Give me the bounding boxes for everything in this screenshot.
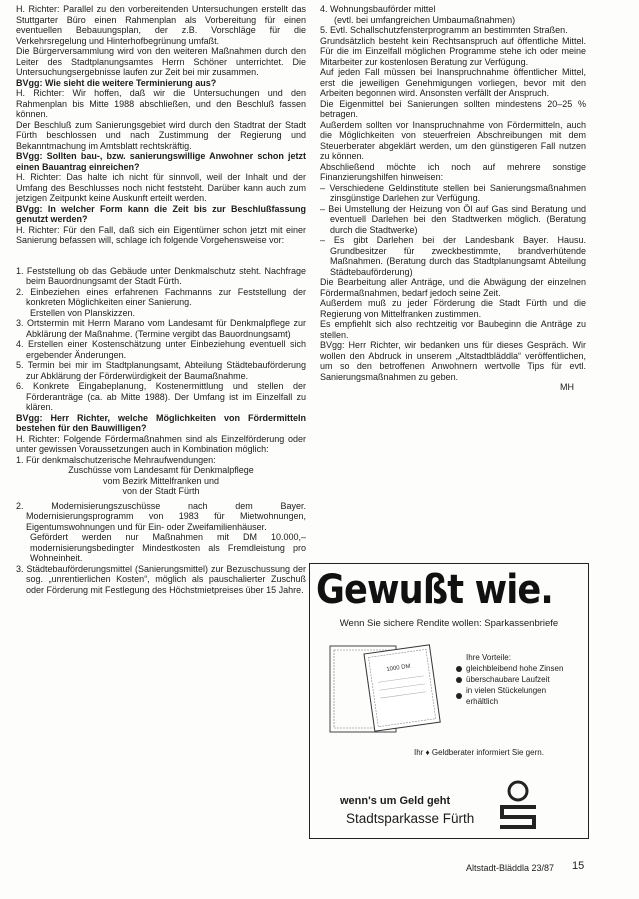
- text-paragraph: 6. Konkrete Eingabeplanung, Kostenermittlung und stellen der Förderanträge (ca. ab Mitte 1988). Der Umfang ist im Einzelfall zu klären.: [16, 381, 306, 412]
- interview-question: BVgg: Sollten bau-, bzw. sanierungswillige Anwohner schon jetzt einen Bauantrag einreichen?: [16, 151, 306, 172]
- text-paragraph: Die Bürgerversammlung wird von den weiteren Maßnahmen durch den Leiter des Stadtplanungsamtes Herrn Schöner unterrichtet. Die Untersuchungsergebnisse laufen zur Zeit bei mir zusammen.: [16, 46, 306, 77]
- text-paragraph: – Es gibt Darlehen bei der Landesbank Bayer. Hausu. Grundbesitzer für zweckbestimmte, brandverhütende Maßnahmen. (Beratung durch das Stadtplanungsamt Abteilung Städtebauförderung): [320, 235, 586, 277]
- text-paragraph: vom Bezirk Mittelfranken und: [102, 475, 220, 486]
- right-column: [320, 4, 586, 393]
- ad-bank-name: Stadtsparkasse Fürth: [346, 811, 475, 826]
- ad-headline: Gewußt wie.: [316, 567, 553, 613]
- text-paragraph: 1. Für denkmalschutzerische Mehraufwendungen:: [16, 454, 216, 465]
- text-paragraph: 3. Ortstermin mit Herrn Marano vom Landesamt für Denkmalpflege zur Abklärung der Maßnahme. (Termine vergibt das Bauordnungsamt): [16, 318, 306, 339]
- brochure-amount: 1000 DM: [386, 663, 411, 674]
- text-paragraph: H. Richter: Für den Fall, daß sich ein Eigentümer schon jetzt mit einer Sanierung befassen will, schlage ich folgende Vorgehensweise vor:: [16, 224, 306, 245]
- bullet-icon: [456, 677, 462, 683]
- text-paragraph: 5. Evtl. Schallschutzfensterprogramm an bestimmten Straßen.: [320, 25, 568, 35]
- text-paragraph: von der Stadt Fürth: [122, 486, 200, 496]
- text-paragraph: 2. Modernisierungszuschüsse nach dem Bayer. Modernisierungsprogramm von 1983 für Mietwohnungen, Eigentumswohnungen und für Ein- oder Zweifamilienhäuser.: [16, 500, 306, 532]
- text-paragraph: (evtl. bei umfangreichen Umbaumaßnahmen): [334, 14, 516, 25]
- bullet-icon: [456, 693, 462, 699]
- text-paragraph: H. Richter: Wir hoffen, daß wir die Untersuchungen und den Rahmenplan bis Mitte 1988 abschließen, und den Beschluß fassen können.: [16, 88, 306, 119]
- interview-question: BVgg: Herr Richter, welche Möglichkeiten von Fördermitteln bestehen für den Bauwilligen?: [16, 412, 306, 433]
- text-paragraph: Abschließend möchte ich noch auf mehrere sonstige Finanzierungshilfen hinweisen:: [320, 161, 586, 182]
- text-paragraph: Es empfiehlt sich also rechtzeitig vor Baubeginn die Anträge zu stellen.: [320, 319, 586, 340]
- text-paragraph: H. Richter: Folgende Fördermaßnahmen sind als Einzelförderung oder unter gewissen Voraussetzungen auch in Kombination möglich:: [16, 433, 306, 454]
- sparkasse-logo-icon: [494, 779, 542, 831]
- ad-slogan: wenn's um Geld geht: [340, 795, 451, 807]
- text-paragraph: Gefördert werden nur Maßnahmen mit DM 10.000,– modernisierungsbedingter Mindestkosten als Fremdleistung pro Wohneinheit.: [30, 532, 306, 563]
- page-number: 15: [572, 860, 585, 872]
- interview-question: BVgg: In welcher Form kann die Zeit bis zur Beschlußfassung genutzt werden?: [16, 203, 306, 224]
- author-signature: MH: [560, 382, 574, 392]
- benefit-item: in vielen Stückelungen erhältlich: [456, 685, 576, 707]
- text-paragraph: BVgg: Herr Richter, wir bedanken uns für dieses Gespräch. Wir wollen den Abdruck in unserem „Altstadtbläddla“ veröffentlichen, um so den betroffenen Anwohnern wertvolle Tips für evtl. Sanierungsmaßnahmen zu geben.: [320, 340, 586, 382]
- text-paragraph: H. Richter: Parallel zu den vorbereitenden Untersuchungen erstellt das Stuttgarter Büro einen Rahmenplan als Vorbereitung für einen eventuellen Bebauungsplan, der z.B. Vorschläge für die Verkehrsregelung und Hinterhofbegrünung umfaßt.: [16, 4, 306, 46]
- benefit-item: gleichbleibend hohe Zinsen: [456, 663, 576, 674]
- text-paragraph: Auf jeden Fall müssen bei Inanspruchnahme öffentlicher Mittel, erst die jeweiligen Genehmigungen vorliegen, bevor mit den Arbeiten begonnen wird. Ansonsten verfällt der Anspruch.: [320, 67, 586, 98]
- benefits-title: Ihre Vorteile:: [466, 653, 511, 662]
- left-column: [16, 4, 306, 595]
- spacer: [16, 246, 306, 266]
- footer-issue: Altstadt-Bläddla 23/87: [466, 863, 555, 873]
- interview-question: BVgg: Wie sieht die weitere Terminierung aus?: [16, 77, 217, 88]
- text-paragraph: 4. Wohnungsbauförder mittel: [320, 4, 436, 14]
- sparkasse-advertisement: [309, 563, 589, 839]
- ad-advisor-note: Ihr ♦ Geldberater informiert Sie gern.: [414, 748, 544, 757]
- text-paragraph: Außerdem muß zu jeder Förderung die Stadt Fürth und die Regierung von Mittelfranken zustimmen.: [320, 298, 586, 319]
- text-paragraph: 4. Erstellen einer Kostenschätzung unter Einbeziehung eventuell sich ergebender Änderungen.: [16, 339, 306, 360]
- text-paragraph: Zuschüsse vom Landesamt für Denkmalpflege: [68, 465, 254, 475]
- text-paragraph: 2. Einbeziehen eines erfahrenen Fachmanns zur Feststellung der konkreten Möglichkeiten einer Sanierung.: [16, 286, 306, 307]
- text-paragraph: Die Eigenmittel bei Sanierungen sollten mindestens 20–25 % betragen.: [320, 98, 586, 119]
- bullet-icon: [456, 666, 462, 672]
- benefit-item: überschaubare Laufzeit: [456, 674, 576, 685]
- text-paragraph: 5. Termin bei mir im Stadtplanungsamt, Abteilung Städtebauförderung zur Abklärung der Förderwürdigkeit der Baumaßnahme.: [16, 360, 306, 381]
- text-paragraph: 1. Feststellung ob das Gebäude unter Denkmalschutz steht. Nachfrage beim Bauordnungsamt der Stadt Fürth.: [16, 265, 306, 286]
- text-paragraph: Grundsätzlich besteht kein Rechtsanspruch auf öffentliche Mittel. Für die im Einzelfall möglichen Programme stehe ich oder meine Mitarbeiter zur kostenlosen Beratung zur Verfügung.: [320, 35, 586, 67]
- text-paragraph: Der Beschluß zum Sanierungsgebiet wird durch den Stadtrat der Stadt Fürth beschlossen und nach Zustimmung der Regierung und Bekanntmachung im Amtsblatt rechtskräftig.: [16, 119, 306, 151]
- text-paragraph: Außerdem sollten vor Inanspruchnahme von Fördermitteln, auch die Möglichkeiten von steuerfreien Abschreibungen mit dem Steuerberater abgeklärt werden, um den günstigeren Fall nutzen zu können.: [320, 119, 586, 161]
- text-paragraph: Erstellen von Planskizzen.: [30, 307, 136, 318]
- ad-benefits: [456, 652, 576, 707]
- text-paragraph: 3. Städtebauförderungsmittel (Sanierungsmittel) zur Bezuschussung der sog. „unrentierlichen Kosten“, möglich als pauschalierter Zuschuß oder Förderung mit Festlegung des Höchstmietpreises über 15 Jahre.: [16, 563, 306, 595]
- text-paragraph: H. Richter: Das halte ich nicht für sinnvoll, weil der Inhalt und der Umfang des Beschlusses noch nicht feststeht. Darüber kann auch zum jetzigen Zeitpunkt keine Auskunft erteilt werden.: [16, 172, 306, 203]
- text-paragraph: – Verschiedene Geldinstitute stellen bei Sanierungsmaßnahmen zinsgünstige Darlehen zur Verfügung.: [320, 182, 586, 203]
- sparkassenbrief-illustration: [324, 642, 446, 738]
- ad-subline: Wenn Sie sichere Rendite wollen: Sparkassenbriefe: [339, 618, 559, 629]
- text-paragraph: Die Bearbeitung aller Anträge, und die Abwägung der einzelnen Fördermaßnahmen, bedarf jedoch seine Zeit.: [320, 277, 586, 298]
- text-paragraph: – Bei Umstellung der Heizung von Öl auf Gas sind Beratung und eventuell Darlehen bei den Stadtwerken möglich. (Beratung durch die Stadtwerke): [320, 203, 586, 235]
